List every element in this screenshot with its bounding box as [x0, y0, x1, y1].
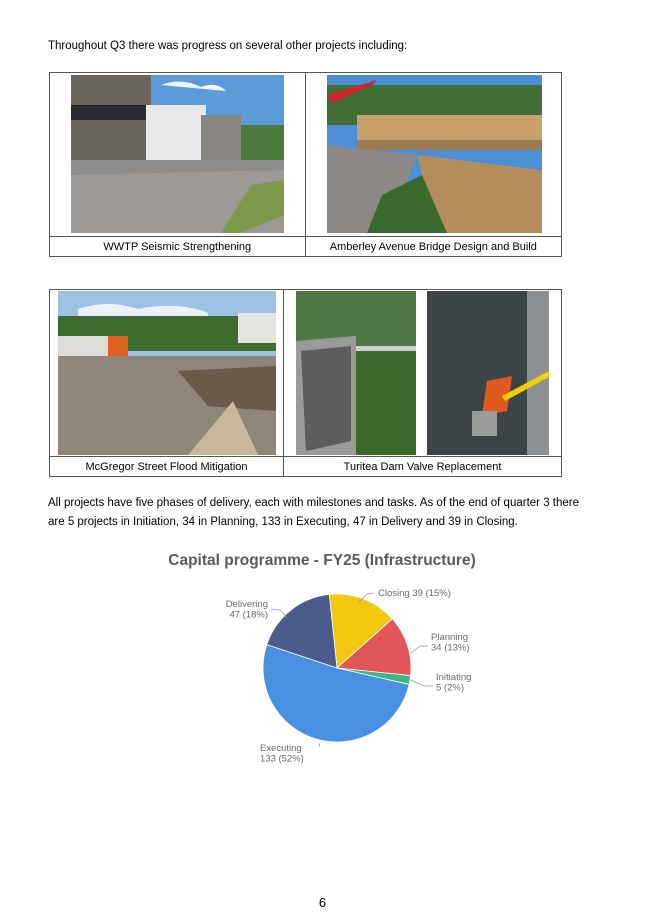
photo-cell-wwtp — [50, 73, 306, 237]
bridge-photo — [327, 75, 542, 233]
caption-turitea: Turitea Dam Valve Replacement — [284, 457, 562, 477]
slice-label-executing: Executing — [260, 743, 302, 754]
photo-cell-bridge — [305, 73, 561, 237]
photo-table-2 — [49, 289, 562, 477]
leader-line-initiating — [411, 680, 433, 686]
slice-label-delivering: 47 (18%) — [229, 609, 268, 621]
slice-label-initiating: Initiating — [436, 672, 472, 683]
slice-label-executing: 133 (52%) — [260, 753, 304, 765]
turitea-dam-photo — [296, 291, 416, 455]
leader-line-executing — [319, 743, 320, 747]
caption-mcgregor: McGregor Street Flood Mitigation — [50, 457, 284, 477]
intro-text: Throughout Q3 there was progress on several other projects including: — [48, 40, 408, 52]
slice-label-closing: Closing 39 (15%) — [378, 588, 451, 599]
slice-label-initiating: 5 (2%) — [436, 682, 464, 694]
caption-bridge: Amberley Avenue Bridge Design and Build — [305, 237, 561, 257]
photo-table-1 — [49, 72, 562, 257]
photo-cell-mcgregor — [50, 290, 284, 457]
leader-line-planning — [410, 646, 428, 654]
wwtp-photo — [71, 75, 284, 233]
page-number: 6 — [318, 895, 327, 910]
capital-programme-chart — [160, 540, 500, 780]
slice-label-planning: 34 (13%) — [431, 642, 470, 654]
mcgregor-photo — [58, 291, 276, 455]
phases-paragraph: All projects have five phases of delivery, each with milestones and tasks. As of the end of quarter 3 there are 5 projects in Initiation, 34 in Planning, 133 in Executing, 47 in Delivery and 39 in Closing. — [48, 497, 579, 528]
photo-cell-turitea — [284, 290, 562, 457]
slice-label-planning: Planning — [431, 632, 468, 643]
slice-label-delivering: Delivering — [225, 599, 268, 610]
chart-title: Capital programme - FY25 (Infrastructure) — [168, 552, 476, 569]
caption-wwtp: WWTP Seismic Strengthening — [50, 237, 306, 257]
turitea-valve-photo — [427, 291, 549, 455]
